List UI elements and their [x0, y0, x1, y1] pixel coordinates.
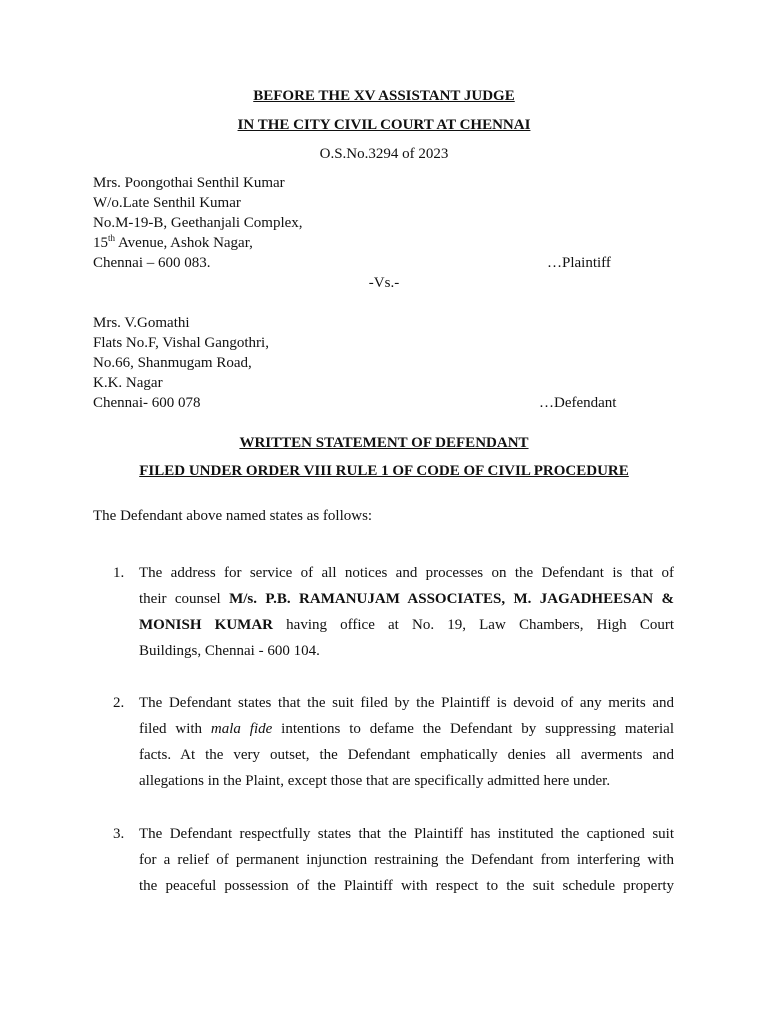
paragraph-number-1: 1.	[113, 565, 125, 581]
court-name: IN THE CITY CIVIL COURT AT CHENNAI	[237, 117, 531, 133]
defendant-address-line-1: Flats No.F, Vishal Gangothri,	[93, 335, 269, 351]
paragraph-1-line-1: The address for service of all notices and processes on the Defendant is that of	[139, 565, 674, 581]
paragraph-1-line-3: MONISH KUMAR having office at No. 19, Law Chambers, High Court	[139, 617, 675, 633]
plaintiff-relation: W/o.Late Senthil Kumar	[93, 195, 241, 211]
paragraph-number-3: 3.	[113, 826, 125, 842]
defendant-name: Mrs. V.Gomathi	[93, 315, 190, 331]
paragraph-2-line-4: allegations in the Plaint, except those that are specifically admitted here under.	[139, 773, 611, 789]
plaintiff-role: …Plaintiff	[547, 255, 611, 271]
case-number: O.S.No.3294 of 2023	[319, 146, 449, 162]
defendant-city: Chennai- 600 078	[93, 395, 201, 411]
paragraph-2-line-2: filed with mala fide intentions to defame the Defendant by suppressing material	[139, 721, 675, 737]
paragraph-3-line-2: for a relief of permanent injunction restraining the Defendant from interfering with	[139, 852, 674, 868]
defendant-address-line-3: K.K. Nagar	[93, 375, 163, 391]
paragraph-number-2: 2.	[113, 695, 125, 711]
plaintiff-address-line-1: No.M-19-B, Geethanjali Complex,	[93, 215, 303, 231]
defendant-address-line-2: No.66, Shanmugam Road,	[93, 355, 252, 371]
defendant-role: …Defendant	[539, 395, 617, 411]
paragraph-2-line-3: facts. At the very outset, the Defendant emphatically denies all averments and	[139, 747, 674, 763]
court-heading: BEFORE THE XV ASSISTANT JUDGE	[253, 88, 515, 104]
paragraph-3-line-3: the peaceful possession of the Plaintiff with respect to the suit schedule property	[139, 878, 674, 894]
plaintiff-city: Chennai – 600 083.	[93, 255, 211, 271]
document-subtitle: FILED UNDER ORDER VIII RULE 1 OF CODE OF CIVIL PROCEDURE	[139, 463, 629, 479]
versus-label: -Vs.-	[368, 275, 400, 291]
document-title: WRITTEN STATEMENT OF DEFENDANT	[239, 435, 529, 451]
paragraph-1-line-2: their counsel M/s. P.B. RAMANUJAM ASSOCIATES, M. JAGADHEESAN &	[139, 591, 674, 607]
paragraph-3-line-1: The Defendant respectfully states that the Plaintiff has instituted the captioned suit	[139, 826, 674, 842]
intro-text: The Defendant above named states as follows:	[93, 508, 373, 524]
paragraph-2-line-1: The Defendant states that the suit filed by the Plaintiff is devoid of any merits and	[139, 695, 674, 711]
plaintiff-name: Mrs. Poongothai Senthil Kumar	[93, 175, 285, 191]
paragraph-1-line-4: Buildings, Chennai - 600 104.	[139, 643, 320, 659]
plaintiff-address-line-2: 15th Avenue, Ashok Nagar,	[93, 233, 253, 251]
